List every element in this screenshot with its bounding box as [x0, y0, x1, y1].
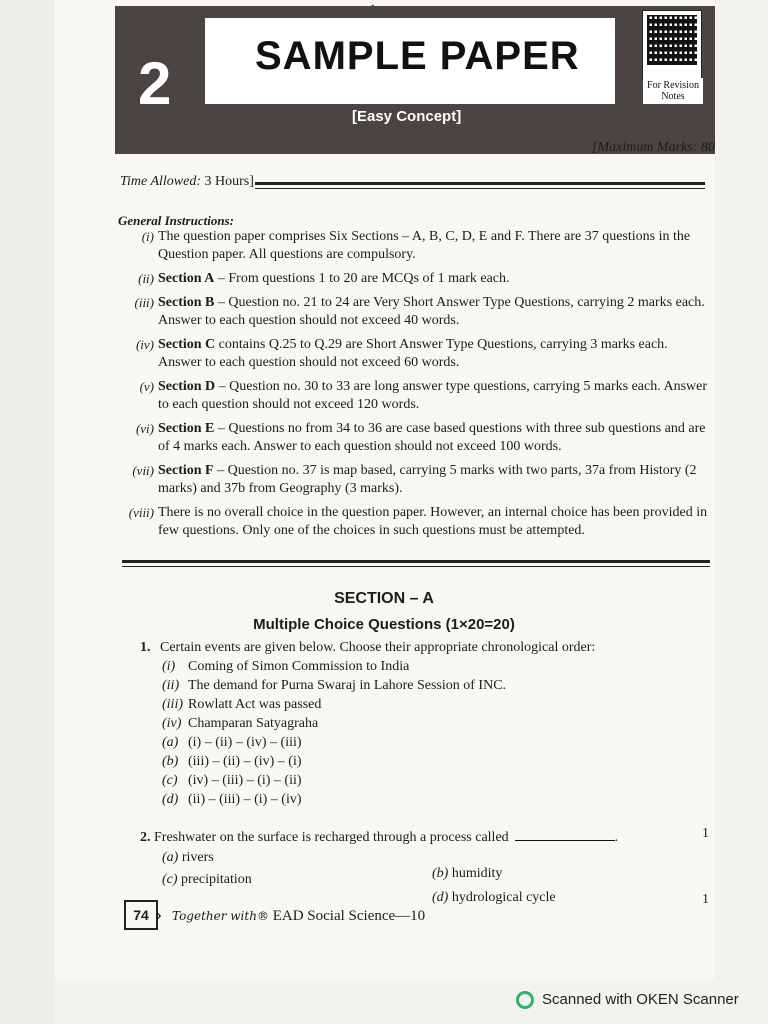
answer-option: (b) (iii) – (ii) – (iv) – (i) [162, 754, 302, 769]
footer-brand: Together with® [172, 909, 269, 923]
answer-option: (b) humidity [432, 866, 503, 881]
question-marks: 1 [702, 892, 709, 907]
maximum-marks: [Maximum Marks: 80 [592, 140, 715, 155]
instructions-list [120, 228, 710, 546]
question-stem: 1. Certain events are given below. Choose their appropriate chronological order: [140, 640, 596, 655]
time-allowed [120, 174, 254, 190]
answer-option: (c) (iv) – (iii) – (i) – (ii) [162, 773, 302, 788]
instruction-item: (i) The question paper comprises Six Sections – A, B, C, D, E and F. There are 37 questions in the Question paper. All questions are compulsory. [141, 229, 691, 262]
divider [122, 566, 710, 567]
qr-label: For Revision Notes [643, 78, 703, 104]
question-2 [140, 828, 700, 848]
answer-option: (a) (i) – (ii) – (iv) – (iii) [162, 735, 302, 750]
time-allowed-label: Time Allowed: [120, 174, 202, 189]
instruction-item: (viii) There is no overall choice in the question paper. However, an internal choice has been provided in few questions. Only one of the choices in such questions must be attempted. [128, 505, 708, 538]
page-title: SAMPLE PAPER [255, 34, 580, 78]
divider [255, 182, 705, 185]
time-allowed-value: 3 Hours] [204, 174, 254, 189]
instruction-item: (ii) Section A – From questions 1 to 20 are MCQs of 1 mark each. [138, 271, 510, 286]
answer-option: (d) hydrological cycle [432, 890, 556, 905]
page-edge [0, 0, 55, 1024]
event-item: (iii) Rowlatt Act was passed [162, 697, 322, 712]
scanner-watermark [516, 991, 739, 1009]
page-subtitle: [Easy Concept] [352, 108, 462, 125]
scanner-text: Scanned with OKEN Scanner [542, 991, 739, 1008]
paper-number: 2 [138, 50, 172, 117]
instructions-title: General Instructions: [118, 213, 234, 228]
answer-option: (a) rivers [162, 850, 214, 865]
section-subtitle: Multiple Choice Questions (1×20=20) [253, 616, 515, 633]
instruction-item: (vi) Section E – Questions no from 34 to 36 are case based questions with three sub questions and are of 4 marks each. Answer to each question should not exceed 100 words. [135, 421, 706, 454]
section-title: SECTION – A [334, 590, 434, 607]
qr-code-icon [642, 10, 702, 80]
chevron-right-icon: › [156, 904, 162, 924]
event-item: (ii) The demand for Purna Swaraj in Lahore Session of INC. [162, 678, 507, 693]
answer-option: (c) precipitation [162, 872, 252, 887]
instruction-item: (v) Section D – Question no. 30 to 33 are long answer type questions, carrying 5 marks each. Answer to each question should not exceed 120 words. [139, 379, 708, 412]
answer-blank [515, 840, 615, 841]
question-number: 2. [140, 830, 151, 845]
divider [255, 188, 705, 189]
question-stem: Freshwater on the surface is recharged through a process called [154, 830, 509, 845]
instruction-item: (iii) Section B – Question no. 21 to 24 are Very Short Answer Type Questions, carrying 2 marks each. Answer to each question should not exceed 40 words. [134, 295, 705, 328]
instruction-item: (vii) Section F – Question no. 37 is map based, carrying 5 marks with two parts, 37a from History (2 marks) and 37b from Geography (3 marks). [132, 463, 697, 496]
event-item: (iv) Champaran Satyagraha [162, 716, 319, 731]
question-1 [140, 638, 710, 809]
event-item: (i) Coming of Simon Commission to India [162, 659, 410, 674]
page-number: 74 [124, 900, 158, 930]
footer-book: EAD Social Science—10 [268, 908, 426, 924]
scanner-logo-icon [516, 991, 534, 1009]
question-end: . [614, 830, 619, 845]
answer-option: (d) (ii) – (iii) – (i) – (iv) [162, 792, 302, 807]
instruction-item: (iv) Section C contains Q.25 to Q.29 are Short Answer Type Questions, carrying 3 marks each. Answer to each question should not exceed 60 words. [135, 337, 668, 370]
footer-book-title [172, 908, 425, 925]
question-marks: 1 [702, 826, 709, 841]
divider [122, 560, 710, 563]
